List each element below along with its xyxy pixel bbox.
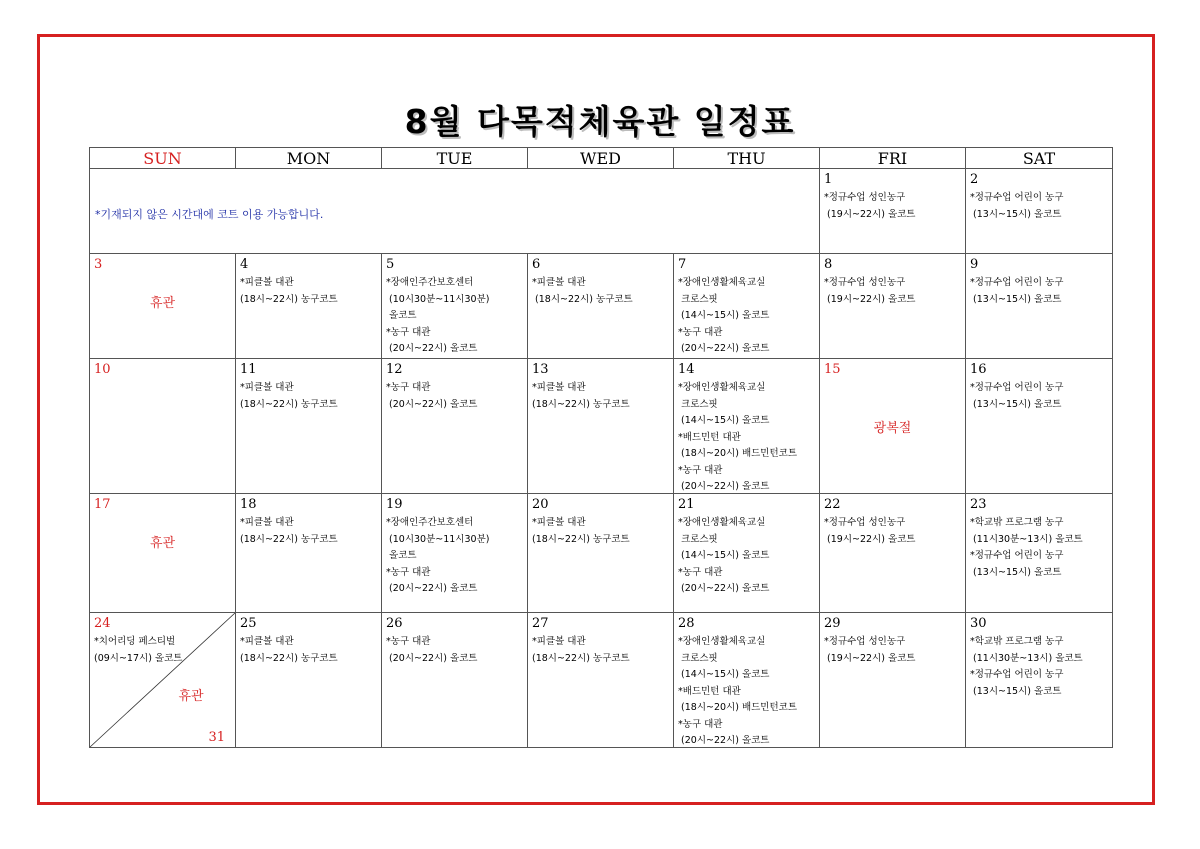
- event-line: *장애인주간보호센터: [386, 517, 474, 528]
- day-cell: [674, 613, 820, 748]
- day-cell: [382, 613, 528, 748]
- court-availability-notice: *기재되지 않은 시간대에 코트 이용 가능합니다.: [95, 208, 324, 221]
- day-number: 11: [240, 362, 257, 377]
- day-number: 25: [240, 616, 257, 631]
- schedule-calendar: [89, 147, 1113, 748]
- day-number: 2: [970, 172, 979, 187]
- day-number: 3: [94, 257, 103, 272]
- day-number: 20: [532, 497, 549, 512]
- day-number: 14: [678, 362, 695, 377]
- event-line: *장애인생활체육교실: [678, 636, 766, 647]
- day-cell: [528, 359, 674, 494]
- day-cell: [236, 613, 382, 748]
- event-line: (13시~15시) 올코트: [970, 566, 1062, 578]
- event-line: *농구 대관: [678, 326, 723, 338]
- day-number: 15: [824, 362, 841, 377]
- day-cell: [674, 359, 820, 494]
- event-line: *농구 대관: [386, 566, 431, 578]
- day-number: 18: [240, 497, 257, 512]
- weekday-header-row: [90, 148, 1113, 169]
- event-line: *피클볼 대관: [240, 382, 294, 393]
- event-line: (20시~22시) 올코트: [678, 735, 770, 746]
- day-number: 23: [970, 497, 987, 512]
- day-number: 12: [386, 362, 403, 377]
- day-cell: [820, 359, 966, 494]
- event-line: 올코트: [386, 550, 417, 561]
- event-line: (18시~22시) 농구코트: [240, 533, 338, 545]
- day-number: 6: [532, 257, 541, 272]
- event-line: *장애인주간보호센터: [386, 277, 474, 288]
- page-title: 8월 다목적체육관 일정표: [404, 102, 796, 141]
- day-number: 4: [240, 257, 249, 272]
- day-cell: [966, 254, 1113, 359]
- day-number: 26: [386, 616, 403, 631]
- day-cell: [382, 494, 528, 613]
- event-line: (18시~22시) 농구코트: [532, 293, 633, 305]
- event-line: *정규수업 성인농구: [824, 192, 906, 203]
- event-line: *정규수업 어린이 농구: [970, 192, 1064, 203]
- week-row: [90, 169, 1113, 254]
- event-line: *피클볼 대관: [240, 636, 294, 647]
- day-cell: [820, 494, 966, 613]
- event-line: (10시30분~11시30분): [386, 293, 490, 305]
- event-line: (20시~22시) 올코트: [386, 583, 478, 594]
- day-cell: [528, 494, 674, 613]
- week-row: [90, 494, 1113, 613]
- weekday-sat: SAT: [966, 148, 1113, 169]
- day-cell: [528, 254, 674, 359]
- event-line: (20시~22시) 올코트: [678, 343, 770, 354]
- day-cell: [90, 613, 236, 748]
- day-cell: [820, 169, 966, 254]
- weekday-mon: MON: [236, 148, 382, 169]
- day-number: 29: [824, 616, 841, 631]
- event-line: (18시~22시) 농구코트: [240, 293, 338, 305]
- event-line: *농구 대관: [678, 464, 723, 476]
- week-row: [90, 254, 1113, 359]
- weekday-tue: TUE: [382, 148, 528, 169]
- event-line: (11시30분~13시) 올코트: [970, 533, 1083, 545]
- day-number: 5: [386, 257, 395, 272]
- event-line: *학교밖 프로그램 농구: [970, 636, 1064, 647]
- event-line: (19시~22시) 올코트: [824, 293, 916, 305]
- event-line: (18시~22시) 농구코트: [532, 533, 630, 545]
- event-line: (18시~22시) 농구코트: [532, 398, 630, 410]
- day-number: 28: [678, 616, 695, 631]
- event-line: (20시~22시) 올코트: [678, 481, 770, 492]
- event-line: (13시~15시) 올코트: [970, 398, 1062, 410]
- weekday-wed: WED: [528, 148, 674, 169]
- event-line: (14시~15시) 올코트: [678, 669, 770, 680]
- day-cell: [820, 613, 966, 748]
- day-number: 7: [678, 257, 687, 272]
- day-number: 9: [970, 257, 979, 272]
- event-line: *피클볼 대관: [532, 277, 586, 288]
- event-line: *배드민턴 대관: [678, 431, 741, 443]
- holiday-label: 휴관: [178, 689, 204, 704]
- event-line: (13시~15시) 올코트: [970, 293, 1062, 305]
- day-cell: [382, 359, 528, 494]
- day-cell: [90, 359, 236, 494]
- day-number: 16: [970, 362, 987, 377]
- event-line: (18시~22시) 농구코트: [240, 652, 338, 664]
- event-line: (20시~22시) 올코트: [386, 398, 478, 410]
- event-line: *치어리딩 페스티벌: [94, 636, 176, 647]
- event-line: (14시~15시) 올코트: [678, 550, 770, 561]
- event-line: *학교밖 프로그램 농구: [970, 517, 1064, 528]
- event-line: *피클볼 대관: [532, 636, 586, 647]
- event-line: (14시~15시) 올코트: [678, 310, 770, 321]
- event-line: (19시~22시) 올코트: [824, 208, 916, 220]
- week-row: [90, 613, 1113, 748]
- weekday-thu: THU: [674, 148, 820, 169]
- day-number: 21: [678, 497, 695, 512]
- day-cell: [820, 254, 966, 359]
- event-line: *정규수업 어린이 농구: [970, 550, 1064, 561]
- event-line: *농구 대관: [386, 326, 431, 338]
- event-line: 크로스핏: [678, 293, 718, 305]
- day-number: 8: [824, 257, 833, 272]
- event-line: (20시~22시) 올코트: [386, 343, 478, 354]
- event-line: (13시~15시) 올코트: [970, 208, 1062, 220]
- day-number: 30: [970, 616, 987, 631]
- event-line: *정규수업 성인농구: [824, 636, 906, 647]
- day-cell: [236, 254, 382, 359]
- event-line: (20시~22시) 올코트: [386, 652, 478, 664]
- holiday-label: 휴관: [149, 536, 176, 551]
- day-cell: [966, 359, 1113, 494]
- event-line: *농구 대관: [678, 718, 723, 730]
- event-line: *농구 대관: [386, 636, 431, 647]
- event-line: (20시~22시) 올코트: [678, 583, 770, 594]
- day-cell: [966, 494, 1113, 613]
- event-line: 크로스핏: [678, 652, 718, 664]
- event-line: 크로스핏: [678, 533, 718, 545]
- day-number: 27: [532, 616, 549, 631]
- day-number: 19: [386, 497, 403, 512]
- day-cell: [674, 494, 820, 613]
- event-line: (14시~15시) 올코트: [678, 415, 770, 426]
- event-line: (19시~22시) 올코트: [824, 533, 916, 545]
- event-line: *정규수업 성인농구: [824, 277, 906, 288]
- event-line: (18시~22시) 농구코트: [240, 398, 338, 410]
- event-line: (09시~17시) 올코트: [94, 652, 183, 664]
- event-line: *장애인생활체육교실: [678, 517, 766, 528]
- day-cell: [528, 613, 674, 748]
- day-cell: [90, 254, 236, 359]
- event-line: *정규수업 성인농구: [824, 517, 906, 528]
- day-cell: [382, 254, 528, 359]
- day-number: 13: [532, 362, 549, 377]
- day-cell: [236, 359, 382, 494]
- day-cell: [966, 613, 1113, 748]
- weekday-sun: SUN: [90, 148, 236, 169]
- day-cell: [236, 494, 382, 613]
- event-line: *장애인생활체육교실: [678, 382, 766, 393]
- event-line: (19시~22시) 올코트: [824, 652, 916, 664]
- event-line: *피클볼 대관: [532, 382, 586, 393]
- holiday-label: 휴관: [149, 296, 176, 311]
- event-line: (10시30분~11시30분): [386, 533, 490, 545]
- event-line: *정규수업 어린이 농구: [970, 277, 1064, 288]
- event-line: *정규수업 어린이 농구: [970, 382, 1064, 393]
- weekday-fri: FRI: [820, 148, 966, 169]
- day-number: 1: [824, 172, 833, 187]
- week-row: [90, 359, 1113, 494]
- event-line: *농구 대관: [386, 382, 431, 393]
- event-line: *피클볼 대관: [240, 277, 294, 288]
- day-number: 24: [94, 616, 111, 631]
- event-line: 크로스핏: [678, 398, 718, 410]
- day-cell: [90, 494, 236, 613]
- event-line: *배드민턴 대관: [678, 685, 741, 697]
- notice-cell: [90, 169, 820, 254]
- holiday-label: 광복절: [873, 421, 912, 436]
- event-line: *정규수업 어린이 농구: [970, 669, 1064, 680]
- day-cell: [966, 169, 1113, 254]
- day-cell: [674, 254, 820, 359]
- day-number-secondary: 31: [208, 730, 225, 745]
- event-line: 올코트: [386, 310, 417, 321]
- event-line: *장애인생활체육교실: [678, 277, 766, 288]
- event-line: *농구 대관: [678, 566, 723, 578]
- event-line: *피클볼 대관: [240, 517, 294, 528]
- day-number: 17: [94, 497, 111, 512]
- day-number: 10: [94, 362, 111, 377]
- event-line: (18시~20시) 배드민턴코트: [678, 702, 798, 713]
- event-line: (11시30분~13시) 올코트: [970, 652, 1083, 664]
- day-number: 22: [824, 497, 841, 512]
- event-line: (18시~22시) 농구코트: [532, 652, 630, 664]
- event-line: (13시~15시) 올코트: [970, 685, 1062, 697]
- event-line: *피클볼 대관: [532, 517, 586, 528]
- event-line: (18시~20시) 배드민턴코트: [678, 448, 798, 459]
